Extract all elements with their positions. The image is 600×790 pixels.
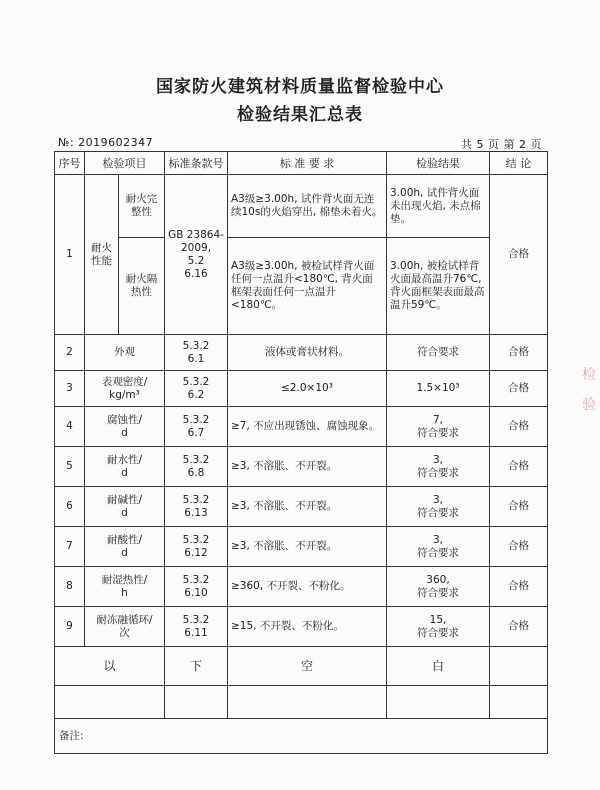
row-conclusion: 合格 bbox=[490, 407, 548, 447]
blank-marker-1: 以 bbox=[55, 647, 165, 686]
note-row bbox=[55, 719, 548, 754]
empty-cell bbox=[55, 686, 165, 719]
blank-marker-3: 空 bbox=[228, 647, 387, 686]
row-requirement: 液体或膏状材料。 bbox=[228, 335, 387, 371]
row-requirement: ≥3, 不溶胀、不开裂。 bbox=[228, 527, 387, 567]
row-conclusion: 合格 bbox=[490, 175, 548, 335]
row-requirement: ≥3, 不溶胀、不开裂。 bbox=[228, 447, 387, 487]
empty-cell bbox=[228, 686, 387, 719]
row-result: 3, 符合要求 bbox=[387, 447, 490, 487]
results-table bbox=[54, 151, 548, 754]
row-no: 9 bbox=[55, 607, 85, 647]
blank-marker-4: 白 bbox=[387, 647, 490, 686]
note-label: 备注: bbox=[55, 719, 548, 754]
row-no: 7 bbox=[55, 527, 85, 567]
blank-marker-row bbox=[55, 647, 548, 686]
row-clause: 5.3.2 6.13 bbox=[165, 487, 228, 527]
row-requirement: ≥360, 不开裂、不粉化。 bbox=[228, 567, 387, 607]
header-result: 检验结果 bbox=[387, 152, 490, 175]
row-item: 外观 bbox=[85, 335, 165, 371]
header-clause: 标准条款号 bbox=[165, 152, 228, 175]
row-requirement: ≥15, 不开裂、不粉化。 bbox=[228, 607, 387, 647]
row-result: 3, 符合要求 bbox=[387, 487, 490, 527]
header-conclusion: 结 论 bbox=[490, 152, 548, 175]
row-clause: GB 23864- 2009, 5.2 6.16 bbox=[165, 175, 228, 335]
row-item: 耐湿热性/ h bbox=[85, 567, 165, 607]
header-item: 检验项目 bbox=[85, 152, 165, 175]
row-result: 符合要求 bbox=[387, 335, 490, 371]
row-no: 2 bbox=[55, 335, 85, 371]
empty-cell bbox=[490, 686, 548, 719]
row-subitem: 耐火完 整性 bbox=[119, 175, 165, 238]
row-item: 耐水性/ d bbox=[85, 447, 165, 487]
row-no: 5 bbox=[55, 447, 85, 487]
row-result: 3.00h, 试件背火面未出现火焰, 未点棉垫。 bbox=[387, 175, 490, 238]
row-conclusion: 合格 bbox=[490, 335, 548, 371]
empty-cell bbox=[387, 686, 490, 719]
row-item: 耐酸性/ d bbox=[85, 527, 165, 567]
row-result: 15, 符合要求 bbox=[387, 607, 490, 647]
report-title: 国家防火建筑材料质量监督检验中心 bbox=[156, 77, 444, 97]
table-header-row bbox=[55, 152, 548, 175]
row-requirement: A3级≥3.00h, 试件背火面无连续10s的火焰穿出, 棉垫未着火。 bbox=[228, 175, 387, 238]
row-item: 耐冻融循环/ 次 bbox=[85, 607, 165, 647]
row-item: 耐火 性能 bbox=[85, 175, 119, 335]
row-requirement: ≤2.0×10³ bbox=[228, 371, 387, 407]
table-row bbox=[55, 371, 548, 407]
header-requirement: 标 准 要 求 bbox=[228, 152, 387, 175]
row-item: 耐碱性/ d bbox=[85, 487, 165, 527]
row-clause: 5.3.2 6.10 bbox=[165, 567, 228, 607]
row-clause: 5.3.2 6.8 bbox=[165, 447, 228, 487]
empty-cell bbox=[165, 686, 228, 719]
row-no: 6 bbox=[55, 487, 85, 527]
row-no: 4 bbox=[55, 407, 85, 447]
row-conclusion: 合格 bbox=[490, 447, 548, 487]
row-clause: 5.3.2 6.11 bbox=[165, 607, 228, 647]
row-clause: 5.3.2 6.7 bbox=[165, 407, 228, 447]
header-no: 序号 bbox=[55, 152, 85, 175]
table-row bbox=[55, 335, 548, 371]
page-info: 共 5 页 第 2 页 bbox=[461, 138, 542, 151]
row-requirement: ≥3, 不溶胀、不开裂。 bbox=[228, 487, 387, 527]
row-conclusion: 合格 bbox=[490, 527, 548, 567]
row-result: 360, 符合要求 bbox=[387, 567, 490, 607]
blank-marker-2: 下 bbox=[165, 647, 228, 686]
row-clause: 5.3.2 6.2 bbox=[165, 371, 228, 407]
row-conclusion: 合格 bbox=[490, 487, 548, 527]
blank-cell bbox=[490, 647, 548, 686]
row-subitem: 耐火隔 热性 bbox=[119, 238, 165, 335]
table-row bbox=[55, 447, 548, 487]
row-conclusion: 合格 bbox=[490, 371, 548, 407]
row-item: 表观密度/ kg/m³ bbox=[85, 371, 165, 407]
row-requirement: A3级≥3.00h, 被检试样背火面任何一点温升<180℃, 背火面框架表面任何一点温升<180℃。 bbox=[228, 238, 387, 335]
table-row bbox=[55, 175, 548, 238]
row-result: 7, 符合要求 bbox=[387, 407, 490, 447]
report-number: №: 2019602347 bbox=[58, 136, 154, 149]
table-row bbox=[55, 407, 548, 447]
table-row bbox=[55, 527, 548, 567]
row-no: 3 bbox=[55, 371, 85, 407]
row-item: 腐蚀性/ d bbox=[85, 407, 165, 447]
row-clause: 5.3.2 6.12 bbox=[165, 527, 228, 567]
table-row bbox=[55, 567, 548, 607]
row-conclusion: 合格 bbox=[490, 607, 548, 647]
row-clause: 5.3.2 6.1 bbox=[165, 335, 228, 371]
table-row bbox=[55, 607, 548, 647]
report-subtitle: 检验结果汇总表 bbox=[237, 105, 363, 125]
row-requirement: ≥7, 不应出现锈蚀、腐蚀现象。 bbox=[228, 407, 387, 447]
row-no: 8 bbox=[55, 567, 85, 607]
row-result: 3.00h, 被检试样背火面最高温升76℃, 背火面框架表面最高温升59℃。 bbox=[387, 238, 490, 335]
row-conclusion: 合格 bbox=[490, 567, 548, 607]
seal-stamp: 检 验 bbox=[582, 367, 596, 413]
row-result: 3, 符合要求 bbox=[387, 527, 490, 567]
empty-row bbox=[55, 686, 548, 719]
row-no: 1 bbox=[55, 175, 85, 335]
row-result: 1.5×10³ bbox=[387, 371, 490, 407]
table-row bbox=[55, 487, 548, 527]
table-row bbox=[55, 238, 548, 335]
